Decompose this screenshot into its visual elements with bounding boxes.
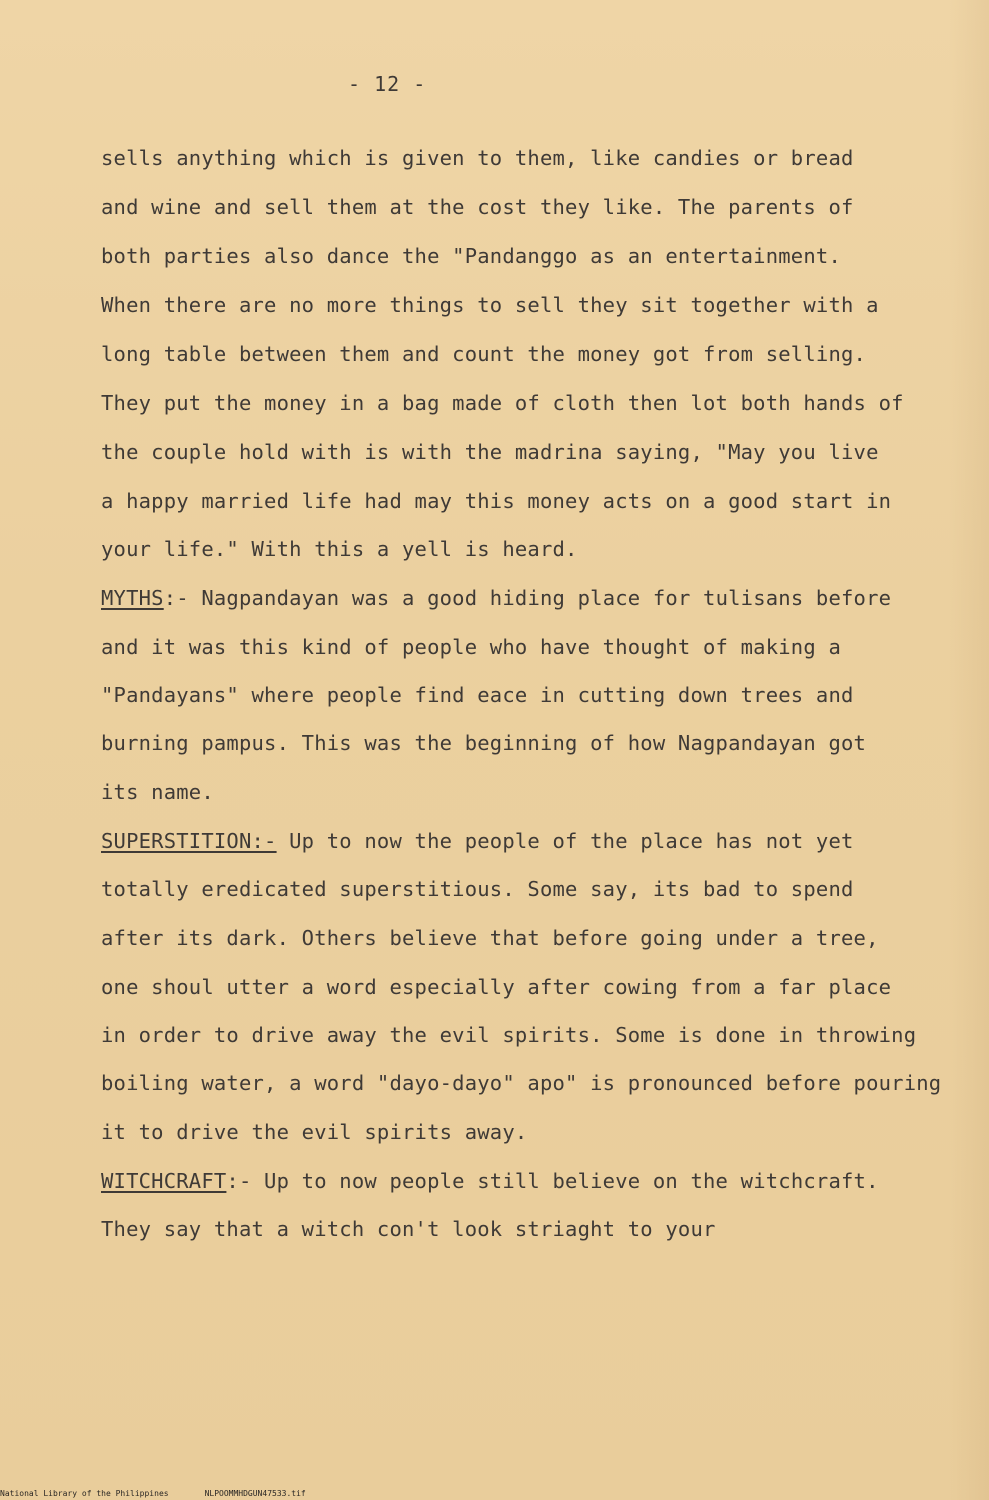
- myths-heading: MYTHS: [101, 586, 164, 610]
- text-line-12: "Pandayans" where people find eace in cutting down trees and: [101, 683, 854, 707]
- text-line-19: in order to drive away the evil spirits. Some is done in throwing: [101, 1023, 917, 1047]
- text-line-6: They put the money in a bag made of cloth then lot both hands of: [101, 391, 904, 415]
- text-line-2: and wine and sell them at the cost they like. The parents of: [101, 195, 854, 219]
- text-line-23: They say that a witch con't look striaght to your: [101, 1217, 716, 1241]
- text-line-14: its name.: [101, 780, 214, 804]
- footer-library: National Library of the Philippines: [0, 1489, 169, 1498]
- text-line-21: it to drive the evil spirits away.: [101, 1120, 528, 1144]
- text-line-4: When there are no more things to sell they sit together with a: [101, 293, 879, 317]
- myths-line-text: :- Nagpandayan was a good hiding place for tulisans before: [163, 586, 892, 610]
- scan-footer: [0, 1489, 306, 1498]
- text-line-1: sells anything which is given to them, like candies or bread: [101, 146, 854, 170]
- superstition-paragraph-start: [101, 829, 854, 853]
- witchcraft-paragraph-start: [101, 1169, 879, 1193]
- page-edge-shadow: [949, 0, 989, 1500]
- text-line-17: after its dark. Others believe that before going under a tree,: [101, 926, 879, 950]
- text-line-8: a happy married life had may this money acts on a good start in: [101, 489, 892, 513]
- myths-paragraph-start: [101, 586, 891, 610]
- witchcraft-line-text: :- Up to now people still believe on the witchcraft.: [226, 1169, 879, 1193]
- footer-filename: NLPOOMMHDGUN47533.tif: [204, 1489, 306, 1498]
- text-line-11: and it was this kind of people who have thought of making a: [101, 635, 841, 659]
- superstition-heading: SUPERSTITION:-: [101, 829, 277, 853]
- superstition-line-text: Up to now the people of the place has not yet: [276, 829, 854, 853]
- text-line-20: boiling water, a word "dayo-dayo" apo" is pronounced before pouring: [101, 1071, 942, 1095]
- text-line-18: one shoul utter a word especially after cowing from a far place: [101, 975, 892, 999]
- text-line-9: your life." With this a yell is heard.: [101, 537, 578, 561]
- witchcraft-heading: WITCHCRAFT: [101, 1169, 227, 1193]
- text-line-16: totally eredicated superstitious. Some say, its bad to spend: [101, 877, 854, 901]
- text-line-7: the couple hold with is with the madrina saying, "May you live: [101, 440, 879, 464]
- text-line-13: burning pampus. This was the beginning of how Nagpandayan got: [101, 731, 867, 755]
- text-line-5: long table between them and count the money got from selling.: [101, 342, 867, 366]
- page-number: - 12 -: [348, 72, 427, 96]
- text-line-3: both parties also dance the "Pandanggo as an entertainment.: [101, 244, 841, 268]
